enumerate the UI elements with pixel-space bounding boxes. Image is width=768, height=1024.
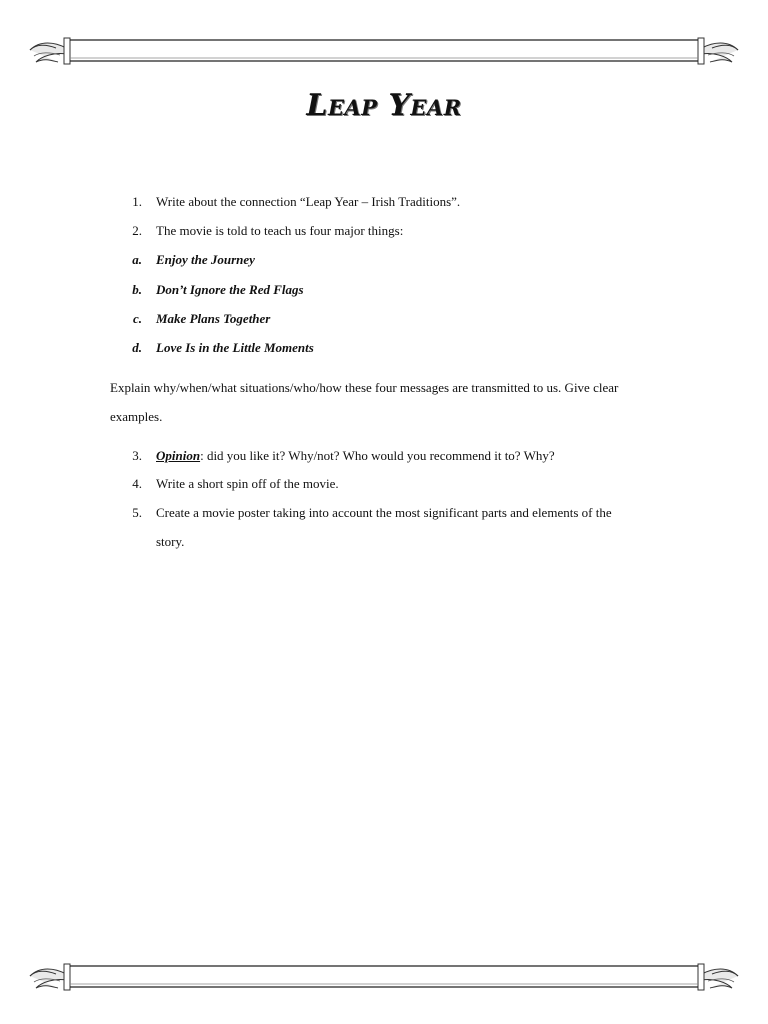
- list-item-text: Write about the connection “Leap Year – Irish Traditions”.: [156, 194, 461, 209]
- lesson-marker: b.: [132, 282, 142, 297]
- lesson-marker: c.: [132, 311, 142, 326]
- opinion-question: : did you like it? Why/not? Who would you recommend it to? Why?: [200, 448, 555, 463]
- lesson-marker: d.: [132, 340, 142, 355]
- list-item-5-continuation: story.: [156, 534, 185, 549]
- list-marker: 2.: [132, 223, 142, 238]
- opinion-label: Opinion: [156, 448, 201, 463]
- lesson-marker: a.: [132, 252, 142, 267]
- top-page-border: [0, 30, 768, 70]
- lesson-text: Don’t Ignore the Red Flags: [156, 282, 304, 297]
- list-item-text: Create a movie poster taking into account the most significant parts and elements of the: [156, 505, 612, 520]
- list-marker: 3.: [132, 448, 142, 463]
- lesson-text: Make Plans Together: [156, 311, 271, 326]
- explain-paragraph-line-2: examples.: [110, 409, 163, 424]
- list-marker: 1.: [132, 194, 142, 209]
- list-marker: 4.: [132, 476, 142, 491]
- list-item-text: Write a short spin off of the movie.: [156, 476, 339, 491]
- document-title: Leap Year: [306, 88, 462, 123]
- bottom-page-border: [0, 956, 768, 996]
- explain-paragraph-line-1: Explain why/when/what situations/who/how these four messages are transmitted to us. Give clear: [110, 380, 619, 395]
- lesson-text: Enjoy the Journey: [156, 252, 255, 267]
- lesson-text: Love Is in the Little Moments: [156, 340, 314, 355]
- list-item-text: The movie is told to teach us four major things:: [156, 223, 404, 238]
- list-item-text: [156, 448, 555, 464]
- list-marker: 5.: [132, 505, 142, 520]
